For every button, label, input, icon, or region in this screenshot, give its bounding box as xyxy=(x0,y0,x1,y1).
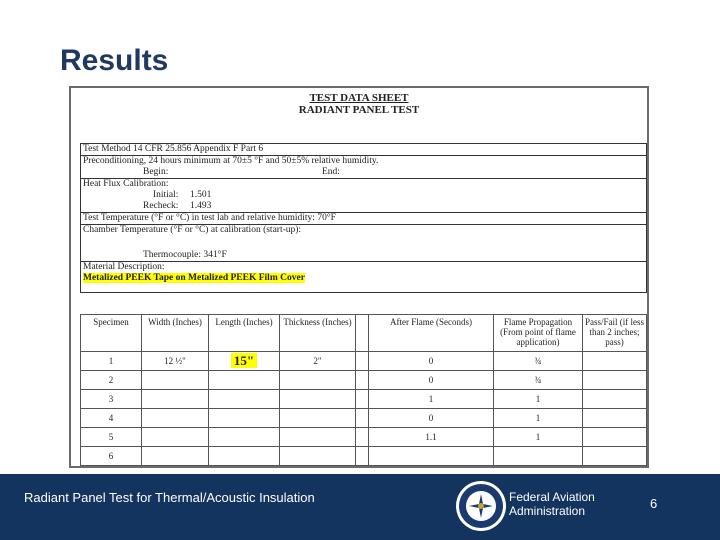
pass-fail-cell xyxy=(583,428,647,447)
chamber-temperature-row xyxy=(81,225,646,262)
test-temperature-value: 70°F xyxy=(317,213,336,223)
initial-value: 1.501 xyxy=(190,190,212,200)
table-row xyxy=(81,390,647,409)
recheck-label: Recheck: xyxy=(143,201,179,211)
thickness-cell: 2" xyxy=(280,352,356,371)
thickness-cell xyxy=(280,390,356,409)
spacer-cell xyxy=(356,390,369,409)
material-value: Metalized PEEK Tape on Metalized PEEK Film Cover xyxy=(83,273,305,283)
agency-line-1: Federal Aviation xyxy=(509,490,595,504)
sheet-subtitle: RADIANT PANEL TEST xyxy=(298,104,420,116)
initial-label: Initial: xyxy=(153,190,179,200)
propagation-cell: ¾ xyxy=(494,352,583,371)
table-row xyxy=(81,352,647,371)
specimen-cell: 6 xyxy=(81,447,142,466)
table-header-row xyxy=(81,315,647,352)
width-cell xyxy=(142,447,209,466)
propagation-cell: 1 xyxy=(494,428,583,447)
width-cell xyxy=(142,428,209,447)
pass-fail-cell xyxy=(583,352,647,371)
page-number: 6 xyxy=(650,496,658,511)
col-pass-fail: Pass/Fail (if less than 2 inches; pass) xyxy=(583,315,647,352)
length-cell xyxy=(209,409,280,428)
end-label: End: xyxy=(322,167,340,177)
heat-flux-label: Heat Flux Calibration: xyxy=(83,179,169,189)
thermocouple: Thermocouple: 341°F xyxy=(143,250,227,260)
length-cell xyxy=(209,371,280,390)
spacer-cell xyxy=(356,447,369,466)
table-row xyxy=(81,409,647,428)
width-cell xyxy=(142,371,209,390)
pass-fail-cell xyxy=(583,447,647,466)
col-thickness: Thickness (Inches) xyxy=(280,315,356,352)
pass-fail-cell xyxy=(583,390,647,409)
after-flame-cell: 0 xyxy=(369,352,494,371)
table-row xyxy=(81,371,647,390)
propagation-cell xyxy=(494,447,583,466)
preconditioning-row xyxy=(81,156,646,179)
table-row xyxy=(81,447,647,466)
col-after-flame: After Flame (Seconds) xyxy=(369,315,494,352)
test-method-row xyxy=(81,144,646,156)
col-width: Width (Inches) xyxy=(142,315,209,352)
slide-title: Results xyxy=(60,44,169,77)
spacer-cell xyxy=(356,409,369,428)
pass-fail-cell xyxy=(583,409,647,428)
specimen-cell: 1 xyxy=(81,352,142,371)
agency-line-2: Administration xyxy=(509,504,586,518)
width-cell: 12 ½" xyxy=(142,352,209,371)
after-flame-cell: 1 xyxy=(369,390,494,409)
spacer-cell xyxy=(356,428,369,447)
test-temperature: Test Temperature (°F or °C) in test lab and relative humidity: xyxy=(83,213,315,223)
after-flame-cell: 1.1 xyxy=(369,428,494,447)
length-highlight: 15" xyxy=(231,353,257,368)
col-specimen: Specimen xyxy=(81,315,142,352)
specimen-table xyxy=(80,314,647,466)
length-cell xyxy=(209,352,280,371)
after-flame-cell: 0 xyxy=(369,371,494,390)
length-cell xyxy=(209,447,280,466)
length-cell xyxy=(209,428,280,447)
test-data-sheet xyxy=(69,86,649,468)
thickness-cell xyxy=(280,371,356,390)
propagation-cell: 1 xyxy=(494,390,583,409)
propagation-cell: 1 xyxy=(494,409,583,428)
test-info-box xyxy=(80,143,647,293)
recheck-value: 1.493 xyxy=(190,201,212,211)
faa-seal-icon xyxy=(455,480,507,532)
test-temperature-row xyxy=(81,213,646,225)
begin-label: Begin: xyxy=(143,167,169,177)
footer-text: Radiant Panel Test for Thermal/Acoustic Insulation xyxy=(24,490,315,505)
specimen-cell: 3 xyxy=(81,390,142,409)
test-method: Test Method 14 CFR 25.856 Appendix F Part 6 xyxy=(83,144,264,154)
after-flame-cell: 0 xyxy=(369,409,494,428)
preconditioning: Preconditioning, 24 hours minimum at 70±5 °F and 50±5% relative humidity. xyxy=(83,156,379,166)
thickness-cell xyxy=(280,447,356,466)
propagation-cell: ¾ xyxy=(494,371,583,390)
table-row xyxy=(81,428,647,447)
specimen-cell: 5 xyxy=(81,428,142,447)
width-cell xyxy=(142,390,209,409)
spacer-cell xyxy=(356,371,369,390)
length-cell xyxy=(209,390,280,409)
spacer-cell xyxy=(356,352,369,371)
specimen-cell: 4 xyxy=(81,409,142,428)
specimen-cell: 2 xyxy=(81,371,142,390)
pass-fail-cell xyxy=(583,371,647,390)
footer-bar xyxy=(0,474,720,540)
sheet-title: TEST DATA SHEET xyxy=(309,92,409,104)
material-row xyxy=(81,262,646,292)
width-cell xyxy=(142,409,209,428)
col-length: Length (Inches) xyxy=(209,315,280,352)
col-spacer xyxy=(356,315,369,352)
agency-name xyxy=(509,490,619,518)
material-label: Material Description: xyxy=(83,262,165,272)
after-flame-cell xyxy=(369,447,494,466)
thickness-cell xyxy=(280,409,356,428)
heat-flux-row xyxy=(81,179,646,213)
thickness-cell xyxy=(280,428,356,447)
col-propagation: Flame Propagation (From point of flame application) xyxy=(494,315,583,352)
chamber-temperature: Chamber Temperature (°F or °C) at calibration (start-up): xyxy=(83,225,302,235)
